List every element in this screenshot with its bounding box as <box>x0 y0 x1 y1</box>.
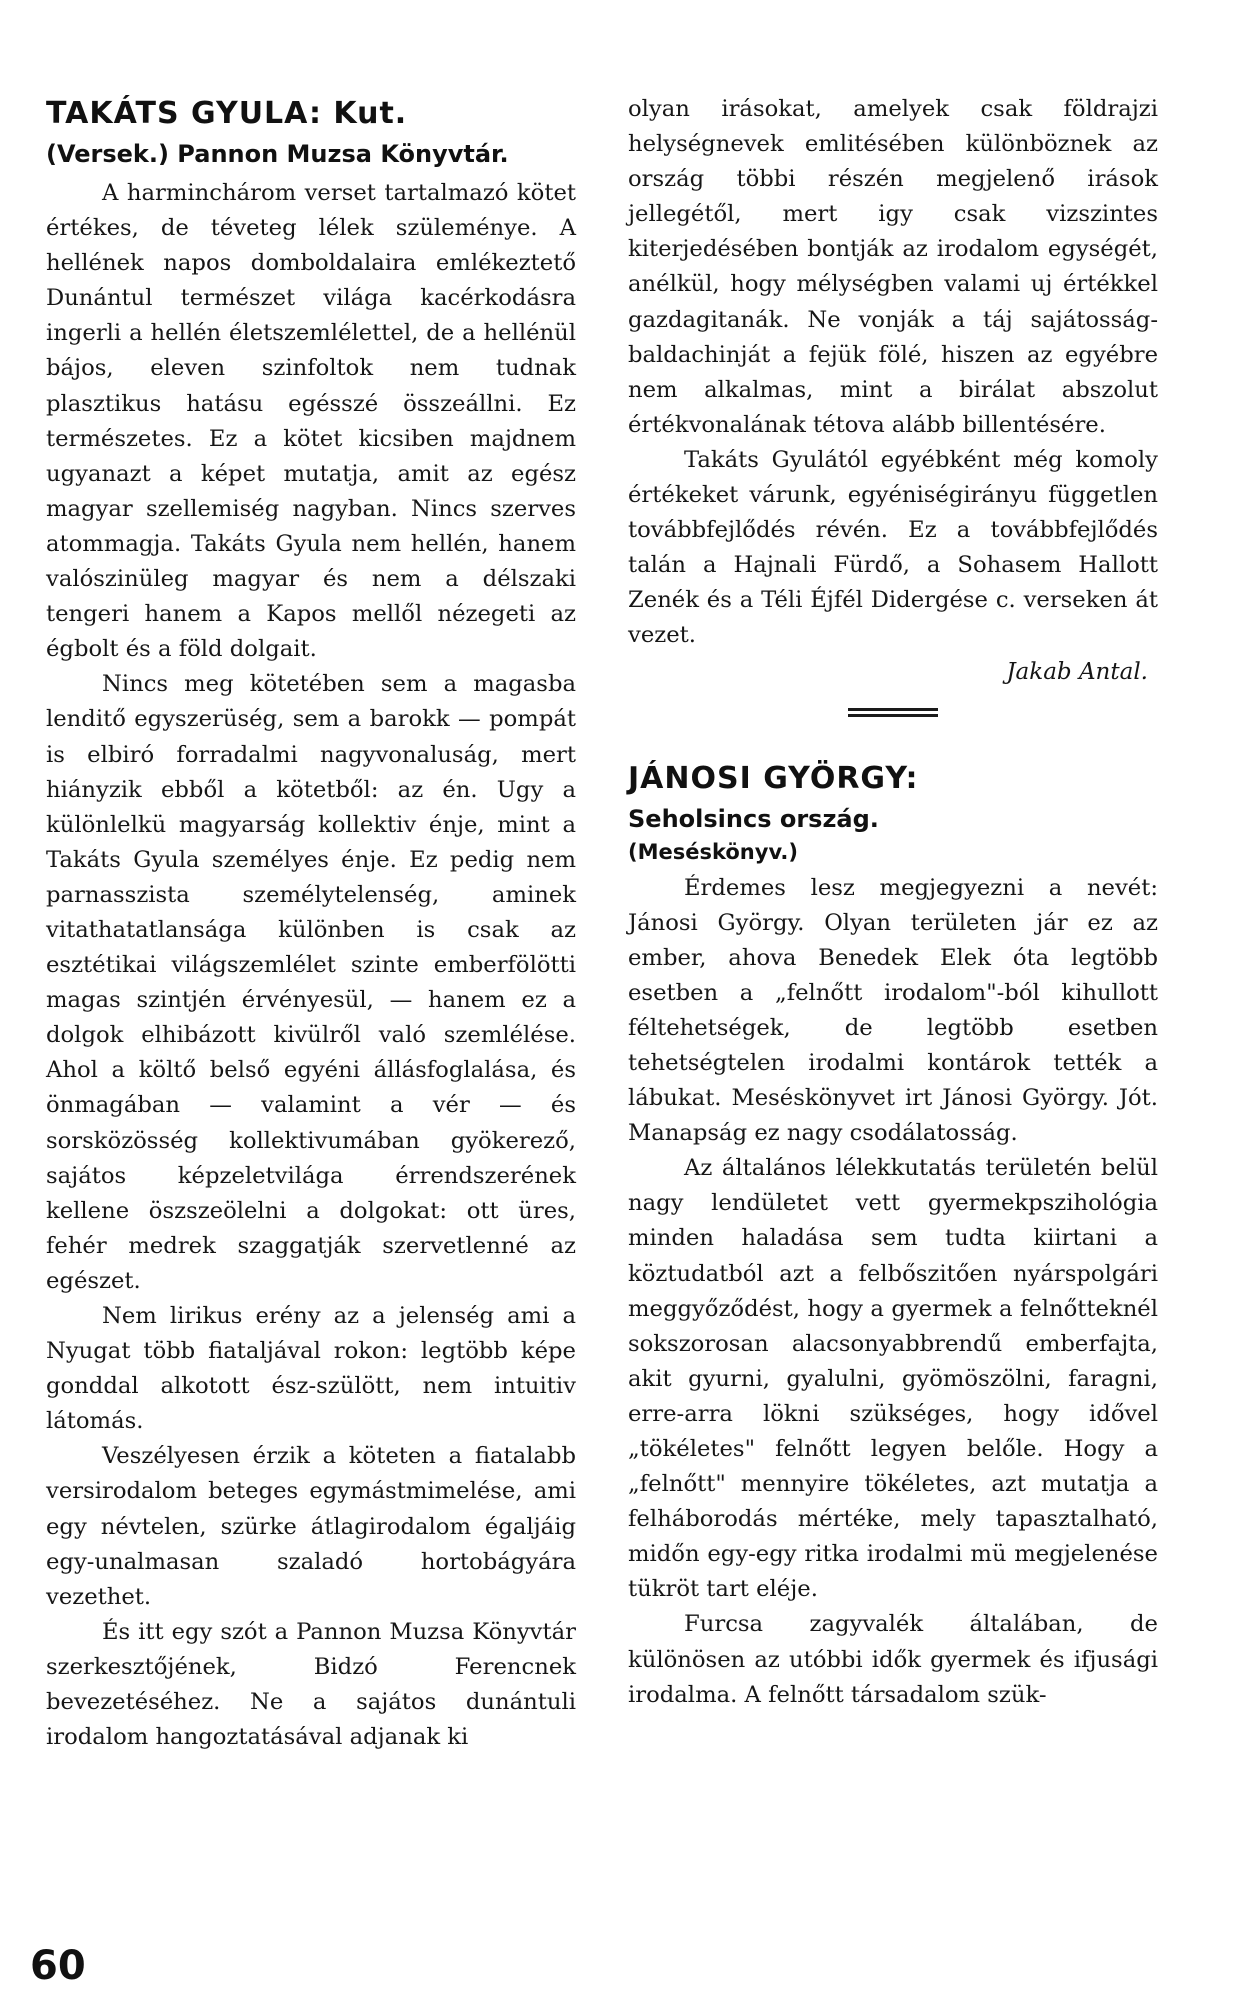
review-author-heading: TAKÁTS GYULA: Kut. <box>46 96 408 131</box>
paragraph: Takáts Gyulától egyébként még komoly értékeket várunk, egyéniségirányu független továbbfejlődés révén. Ez a továbbfejlődés talán a Hajnali Fürdő, a Sohasem Hallott Zenék és a Téli Éjfél Didergése c. verseken át vezet. <box>628 446 1158 649</box>
paragraph: Nem lirikus erény az a jelenség ami a Nyugat több fiataljával rokon: legtöbb képe gonddal alkotott ész-szülött, nem intuitiv látomás. <box>46 1303 576 1435</box>
paragraph: Veszélyesen érzik a köteten a fiatalabb versirodalom beteges egymástmimelése, ami egy névtelen, szürke átlagirodalom égaljáig egy-unalmasan szaladó hortobágyára vezethet. <box>46 1443 576 1610</box>
page-number: 60 <box>30 1943 86 1989</box>
review-signature: Jakab Antal. <box>1006 658 1148 685</box>
paragraph: És itt egy szót a Pannon Muzsa Könyvtár szerkesztőjének, Bidzó Ferencnek bevezetéséhez. Ne a sajátos dunántuli irodalom hangoztatásával adjanak ki <box>46 1618 576 1751</box>
paragraph: olyan irásokat, amelyek csak földrajzi helységnevek emlitésében különböznek az ország többi részén megjelenő irások jellegétől, mert igy csak vizszintes kiterjedésében bontják az irodalom egységét, anélkül, hogy mélységben valami uj értékkel gazdagitanák. Ne vonják a táj sajátosság-baldachinját a fejük fölé, hiszen az egyébre nem alkalmas, mint a birálat abszolut értékvonalának tétova alább billentésére. <box>628 96 1158 438</box>
paragraph: A harminchárom verset tartalmazó kötet értékes, de téveteg lélek szüleménye. A hellének napos domboldalaira emlékeztető Dunántul természet világa kacérkodásra ingerli a hellén életszemlélettel, de a hellénül bájos, eleven szinfoltok nem tudnak plasztikus hatásu egésszé összeállni. Ez természetes. Ez a kötet kicsiben majdnem ugyanazt a képet mutatja, amit az egész magyar szellemiség nagyban. Nincs szerves atommagja. Takáts Gyula nem hellén, hanem valószinüleg magyar és nem a délszaki tengeri hanem a Kapos mellől nézegeti az égbolt és a föld dolgait. <box>46 180 576 663</box>
paragraph: Érdemes lesz megjegyezni a nevét: Jánosi György. Olyan területen jár ez az ember, ahova Benedek Elek óta legtöbb esetben a „felnőtt irodalom"-ból kihullott féltehetségek, de legtöbb esetben tehetségtelen irodalmi kontárok tették a lábukat. Meséskönyvet irt Jánosi György. Jót. Manapság ez nagy csodálatosság. <box>628 874 1158 1147</box>
review-author-heading: JÁNOSI GYÖRGY: <box>628 760 919 796</box>
left-column <box>46 92 576 1755</box>
section-separator <box>848 708 938 717</box>
paragraph: Furcsa zagyvalék általában, de különösen az utóbbi idők gyermek és ifjusági irodalma. A felnőtt társadalom szük- <box>628 1611 1158 1708</box>
review-subtitle: (Versek.) Pannon Muzsa Könyvtár. <box>46 140 509 168</box>
review-subtitle: (Meséskönyv.) <box>628 839 798 864</box>
review-title: Seholsincs ország. <box>628 804 879 833</box>
paragraph: Az általános lélekkutatás területén belül nagy lendületet vett gyermekpszihológia minden haladása sem tudta kiirtani a köztudatból azt a felbőszitően nyárspolgári meggyőződést, hogy a gyermek a felnőtteknél sokszorosan alacsonyabbrendű emberfajta, akit gyurni, gyalulni, gyömöszölni, faragni, erre-arra lökni szükséges, hogy idővel „tökéletes" felnőtt legyen belőle. Hogy a „felnőtt" mennyire tökéletes, azt mutatja a felháborodás mértéke, mely tapasztalható, midőn egy-egy ritka irodalmi mü megjelenése tükröt tart eléje. <box>628 1155 1158 1603</box>
review-body <box>46 176 576 1755</box>
separator-rule <box>848 714 938 717</box>
right-column <box>628 92 1158 1713</box>
separator-rule <box>848 708 938 711</box>
review-body <box>628 871 1158 1713</box>
review-continuation <box>628 92 1158 654</box>
paragraph: Nincs meg kötetében sem a magasba lenditő egyszerüség, sem a barokk — pompát is elbiró forradalmi nagyvonaluság, mert hiányzik ebből a kötetből: az én. Ugy a különlelkü magyarság kollektiv énje, mint a Takáts Gyula személyes énje. Ez pedig nem parnasszista személytelenség, aminek vitathatatlansága különben is csak az esztétikai világszemlélet szinte emberfölötti magas szintjén érvényesül, — hanem ez a dolgok elhibázott kivülről való szemlélése. Ahol a költő belső egyéni állásfoglalása, és önmagában — valamint a vér — és sorsközösség kollektivumában gyökerező, sajátos képzeletvilága érrendszerének kellene öszszeölelni a dolgokat: ott üres, fehér medrek szaggatják szervetlenné az egészet. <box>46 671 576 1294</box>
